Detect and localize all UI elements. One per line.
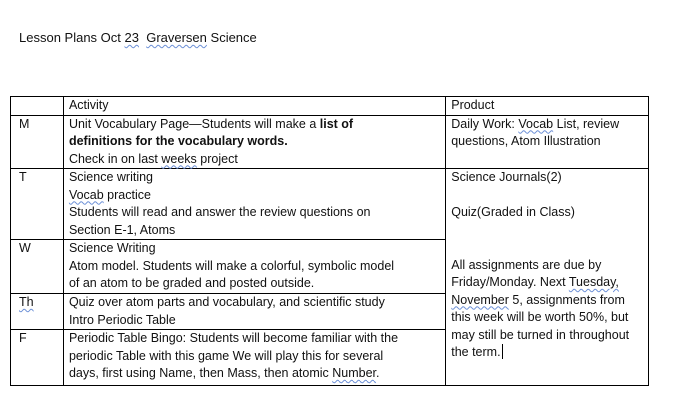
table-row-monday (11, 115, 649, 169)
product-text: may still be turned in throughout (451, 327, 630, 342)
text-cursor (502, 344, 503, 359)
activity-cell-friday (63, 330, 445, 386)
activity-text: Quiz over atom parts and vocabulary, and scientific study (68, 295, 385, 309)
day-cell-friday: F (11, 330, 64, 386)
activity-cell-thursday (63, 294, 445, 330)
day-cell-tuesday: T (11, 169, 64, 240)
activity-text: Science Writing (68, 241, 156, 255)
header-row (11, 97, 649, 116)
title-teacher-name: Graversen (146, 30, 207, 45)
product-text: Quiz(Graded in Class) (451, 204, 575, 219)
header-activity-cell: Activity (63, 97, 445, 116)
header-product-cell: Product (446, 97, 649, 116)
day-cell-monday: M (11, 115, 64, 169)
activity-bold-text: definitions for the vocabulary words. (68, 134, 288, 148)
activity-text: periodic Table with this game We will play this for several (68, 348, 384, 363)
lesson-plan-table (10, 96, 649, 386)
table-row-tuesday (11, 169, 649, 240)
product-text: Science Journals(2) (451, 170, 562, 184)
product-text: questions, Atom Illustration (451, 134, 601, 148)
activity-text: Periodic Table Bingo: Students will become familiar with the (68, 331, 399, 345)
activity-text: Vocab (68, 187, 104, 202)
product-text: the term. (451, 345, 501, 359)
activity-text: Section E-1, Atoms (68, 222, 176, 237)
product-text: 5, assignments from (508, 292, 625, 307)
product-cell-monday (446, 115, 649, 169)
product-text: Daily Work: (451, 116, 519, 131)
activity-text: . (376, 366, 380, 380)
activity-text: days, first using Name, then Mass, then atomic (68, 366, 333, 380)
activity-text: weeks (161, 151, 197, 166)
product-text: this week will be worth 50%, but (451, 310, 629, 324)
activity-text: Science writing (68, 170, 154, 184)
activity-text: Number (332, 366, 377, 380)
activity-text: Students will read and answer the review questions on (68, 205, 371, 219)
document-title (19, 30, 257, 45)
activity-cell-tuesday (63, 169, 445, 240)
activity-text: Check in on last (68, 151, 162, 166)
activity-cell-wednesday (63, 240, 445, 294)
day-cell-thursday: Th (11, 294, 64, 330)
activity-text: practice (103, 187, 151, 202)
title-suffix: Science (206, 30, 257, 45)
product-text: Vocab (518, 116, 554, 131)
merged-product-cell (446, 240, 649, 386)
title-prefix: Lesson Plans Oct (19, 30, 125, 45)
table-row-wednesday (11, 240, 649, 294)
product-text: November (451, 292, 509, 307)
activity-text: project (196, 151, 238, 166)
product-text: Friday/Monday. Next (451, 275, 569, 289)
activity-text: of an atom to be graded and posted outside. (68, 276, 315, 290)
product-text: All assignments are due by (451, 257, 602, 272)
activity-bold-text: list of (319, 116, 354, 131)
activity-text: Unit Vocabulary Page—Students will make a (68, 116, 320, 131)
activity-cell-monday (63, 115, 445, 169)
day-cell-wednesday: W (11, 240, 64, 294)
title-date: 23 (124, 30, 139, 45)
header-day-cell (11, 97, 64, 116)
product-cell-tuesday (446, 169, 649, 240)
activity-text: Atom model. Students will make a colorful, symbolic model (68, 258, 395, 273)
product-text: List, review (553, 116, 620, 131)
product-text: Tuesday, (568, 275, 619, 289)
activity-text: Intro Periodic Table (68, 312, 176, 327)
